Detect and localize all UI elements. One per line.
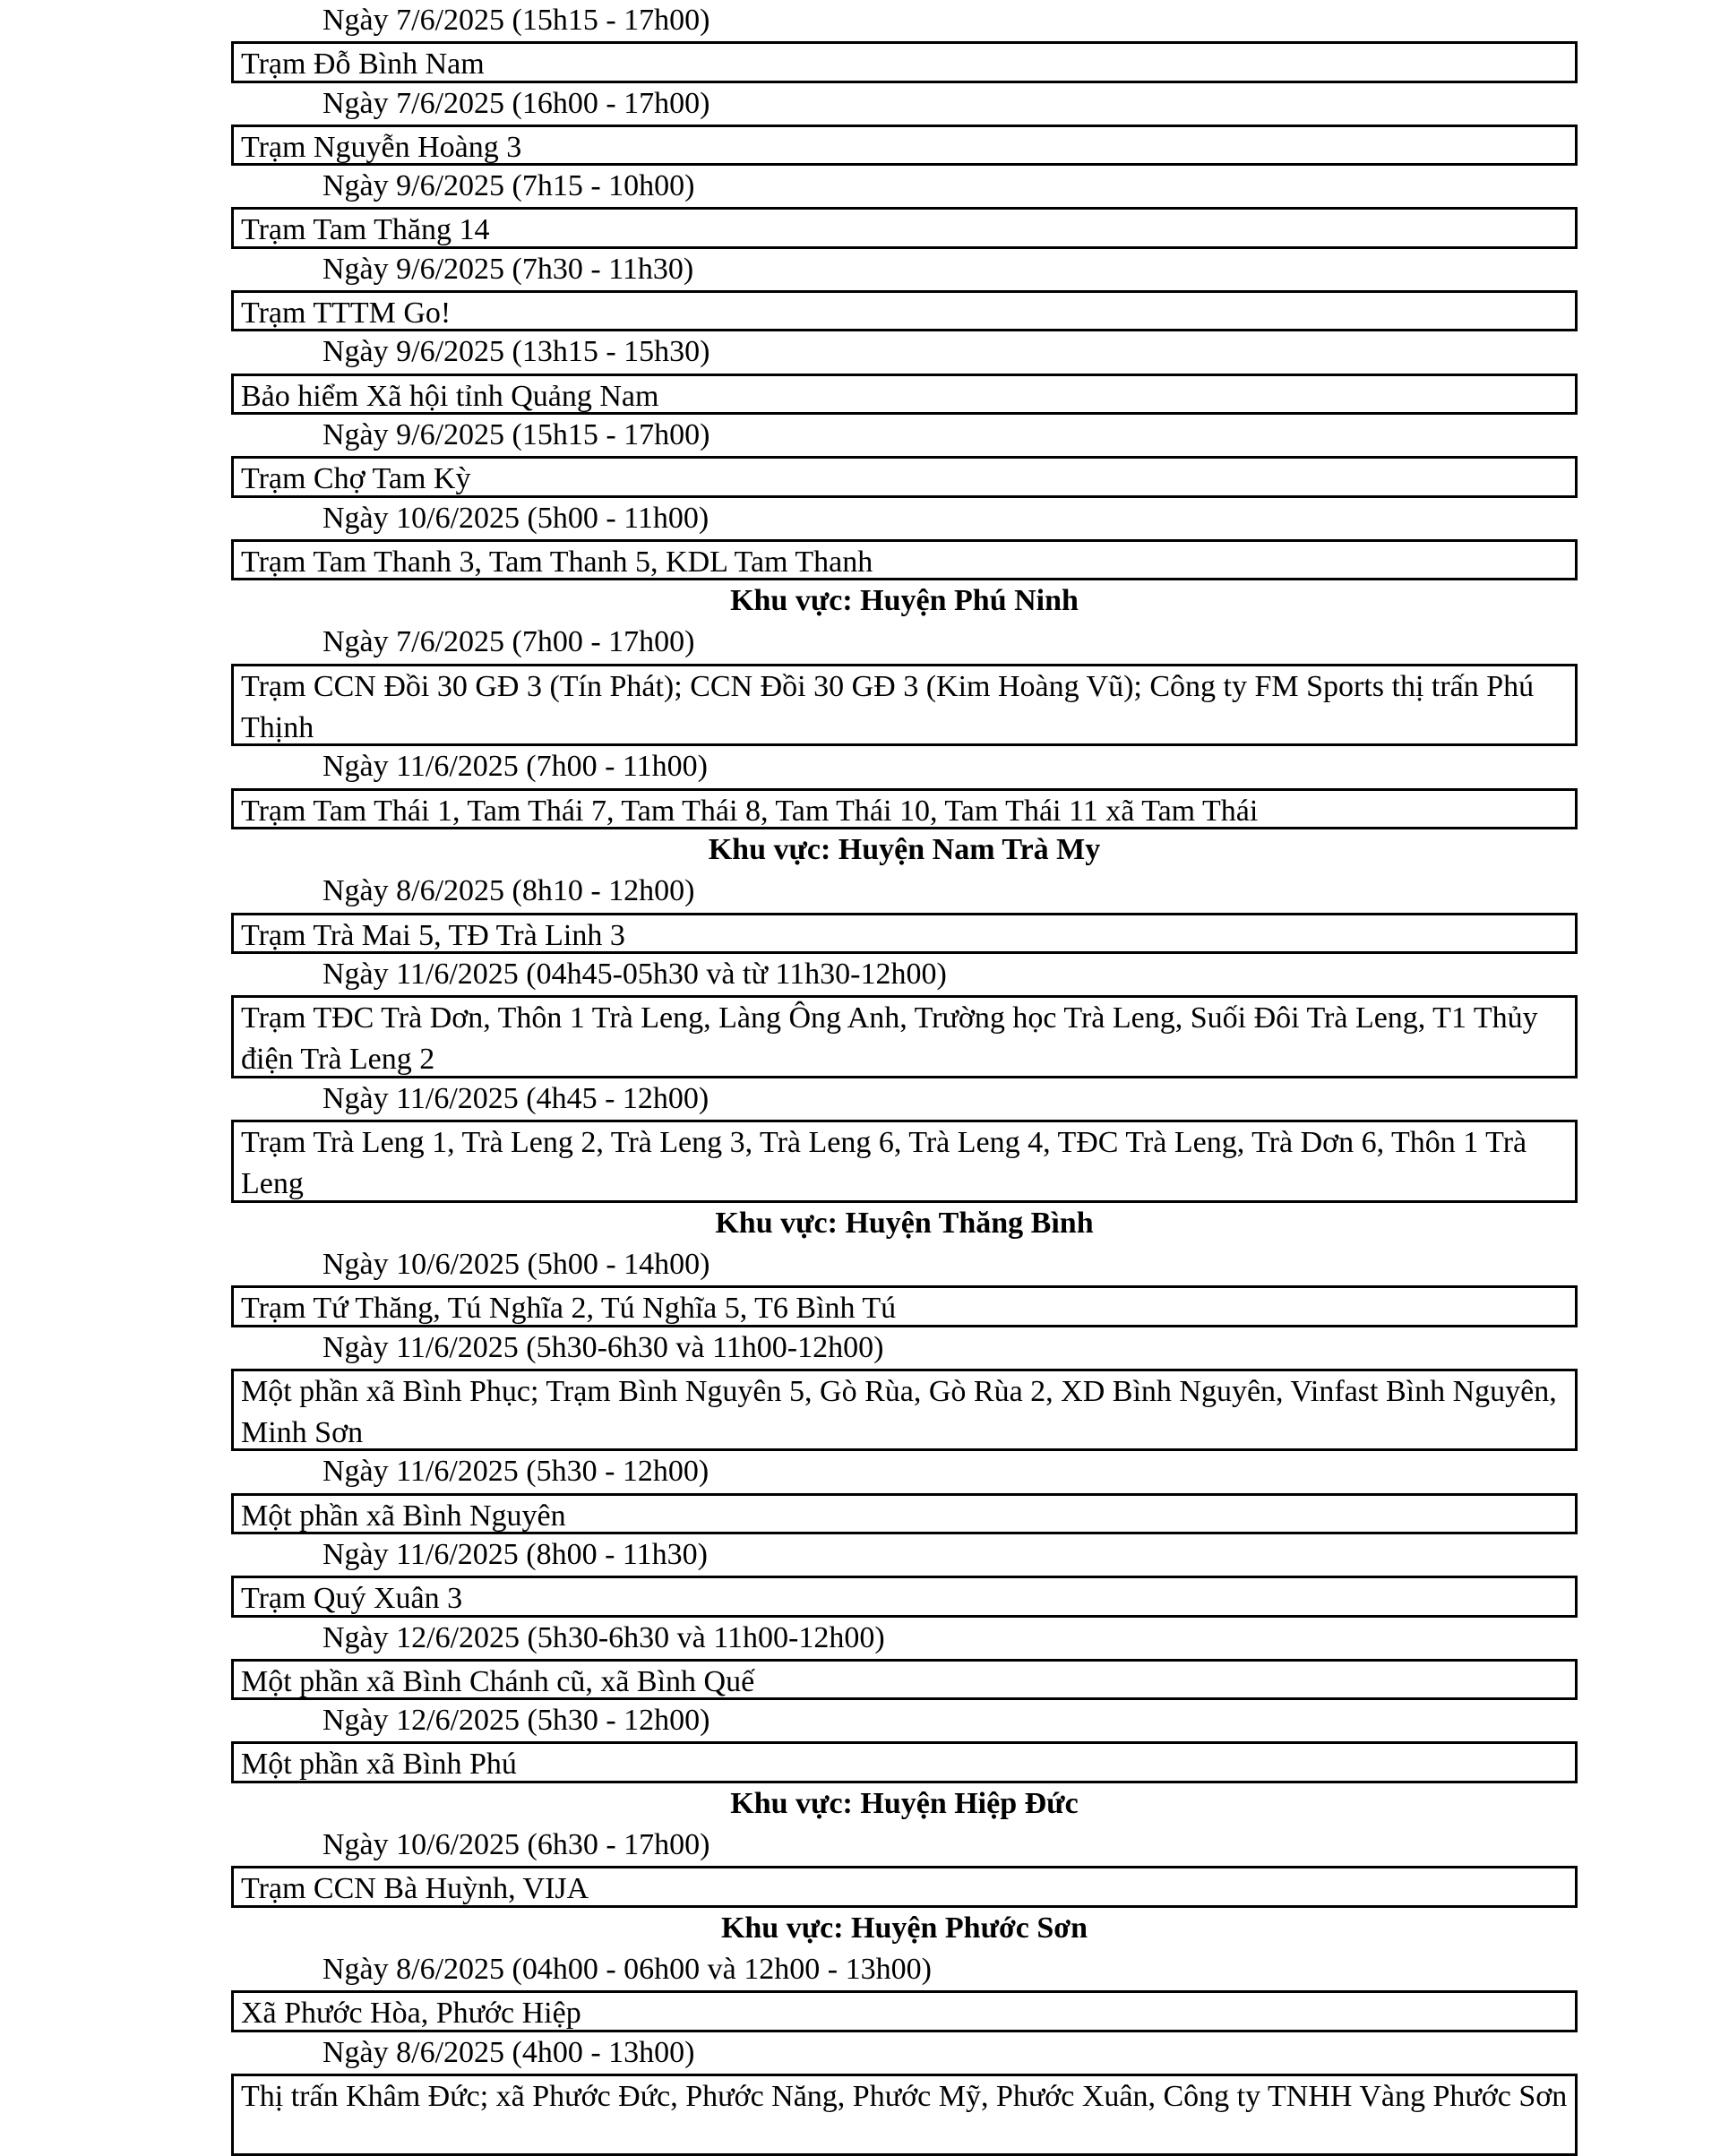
affected-area-box: Trạm Tứ Thăng, Tú Nghĩa 2, Tú Nghĩa 5, T6 Bình Tú: [231, 1285, 1578, 1327]
affected-area-box: Một phần xã Bình Nguyên: [231, 1493, 1578, 1534]
schedule-date: Ngày 11/6/2025 (5h30 - 12h00): [322, 1455, 710, 1489]
schedule-date: Ngày 11/6/2025 (7h00 - 11h00): [322, 750, 708, 784]
outage-schedule-document: [231, 0, 1578, 2156]
region-heading: Khu vực: Huyện Nam Trà My: [708, 832, 1101, 866]
schedule-date: Ngày 9/6/2025 (15h15 - 17h00): [322, 417, 710, 451]
schedule-date: Ngày 10/6/2025 (5h00 - 14h00): [322, 1247, 710, 1281]
affected-area-box: Bảo hiểm Xã hội tỉnh Quảng Nam: [231, 374, 1578, 415]
schedule-date: Ngày 11/6/2025 (8h00 - 11h30): [322, 1537, 708, 1571]
affected-area-box: Một phần xã Bình Phú: [231, 1741, 1578, 1782]
schedule-date: Ngày 8/6/2025 (4h00 - 13h00): [322, 2035, 695, 2069]
schedule-date: Ngày 11/6/2025 (04h45-05h30 và từ 11h30-12h00): [322, 957, 947, 991]
affected-area-box: Trạm TTTM Go!: [231, 290, 1578, 331]
affected-area-box: Xã Phước Hòa, Phước Hiệp: [231, 1990, 1578, 2031]
affected-area-box: Trạm Trà Leng 1, Trà Leng 2, Trà Leng 3, Trà Leng 6, Trà Leng 4, TĐC Trà Leng, Trà Dơn 6, Thôn 1 Trà Leng: [231, 1120, 1578, 1203]
schedule-date: Ngày 10/6/2025 (5h00 - 11h00): [322, 501, 710, 535]
affected-area-box: Trạm Quý Xuân 3: [231, 1576, 1578, 1617]
affected-area-box: Trạm CCN Bà Huỳnh, VIJA: [231, 1866, 1578, 1907]
schedule-date: Ngày 7/6/2025 (15h15 - 17h00): [322, 4, 710, 37]
affected-area-box: Thị trấn Khâm Đức; xã Phước Đức, Phước Năng, Phước Mỹ, Phước Xuân, Công ty TNHH Vàng Phước Sơn: [231, 2074, 1578, 2156]
affected-area-box: Trạm Tam Thái 1, Tam Thái 7, Tam Thái 8, Tam Thái 10, Tam Thái 11 xã Tam Thái: [231, 788, 1578, 829]
schedule-date: Ngày 12/6/2025 (5h30-6h30 và 11h00-12h00): [322, 1620, 885, 1654]
schedule-date: Ngày 9/6/2025 (13h15 - 15h30): [322, 335, 710, 369]
schedule-date: Ngày 11/6/2025 (4h45 - 12h00): [322, 1081, 710, 1115]
region-heading: Khu vực: Huyện Phước Sơn: [720, 1911, 1088, 1945]
schedule-date: Ngày 8/6/2025 (8h10 - 12h00): [322, 874, 695, 908]
schedule-date: Ngày 7/6/2025 (16h00 - 17h00): [322, 86, 710, 120]
affected-area-box: Trạm Chợ Tam Kỳ: [231, 456, 1578, 497]
schedule-date: Ngày 8/6/2025 (04h00 - 06h00 và 12h00 - 13h00): [322, 1952, 932, 1986]
affected-area-box: Trạm Tam Thăng 14: [231, 207, 1578, 248]
schedule-date: Ngày 10/6/2025 (6h30 - 17h00): [322, 1828, 710, 1862]
affected-area-box: Trạm TĐC Trà Dơn, Thôn 1 Trà Leng, Làng Ông Anh, Trường học Trà Leng, Suối Đôi Trà Leng, T1 Thủy điện Trà Leng 2: [231, 995, 1578, 1078]
affected-area-box: Trạm CCN Đồi 30 GĐ 3 (Tín Phát); CCN Đồi 30 GĐ 3 (Kim Hoàng Vũ); Công ty FM Sports thị trấn Phú Thịnh: [231, 664, 1578, 747]
schedule-date: Ngày 7/6/2025 (7h00 - 17h00): [322, 625, 695, 659]
schedule-date: Ngày 9/6/2025 (7h15 - 10h00): [322, 169, 695, 203]
affected-area-box: Trạm Trà Mai 5, TĐ Trà Linh 3: [231, 913, 1578, 954]
region-heading: Khu vực: Huyện Phú Ninh: [730, 584, 1079, 618]
schedule-date: Ngày 11/6/2025 (5h30-6h30 và 11h00-12h00): [322, 1330, 884, 1364]
region-heading: Khu vực: Huyện Hiệp Đức: [730, 1786, 1079, 1820]
schedule-date: Ngày 12/6/2025 (5h30 - 12h00): [322, 1704, 710, 1738]
affected-area-box: Trạm Đỗ Bình Nam: [231, 41, 1578, 82]
affected-area-box: Trạm Nguyễn Hoàng 3: [231, 125, 1578, 166]
affected-area-box: Một phần xã Bình Phục; Trạm Bình Nguyên 5, Gò Rùa, Gò Rùa 2, XD Bình Nguyên, Vinfast Bình Nguyên, Minh Sơn: [231, 1369, 1578, 1452]
region-heading: Khu vực: Huyện Thăng Bình: [715, 1206, 1094, 1240]
affected-area-box: Một phần xã Bình Chánh cũ, xã Bình Quế: [231, 1659, 1578, 1700]
schedule-date: Ngày 9/6/2025 (7h30 - 11h30): [322, 252, 694, 286]
affected-area-box: Trạm Tam Thanh 3, Tam Thanh 5, KDL Tam Thanh: [231, 539, 1578, 580]
